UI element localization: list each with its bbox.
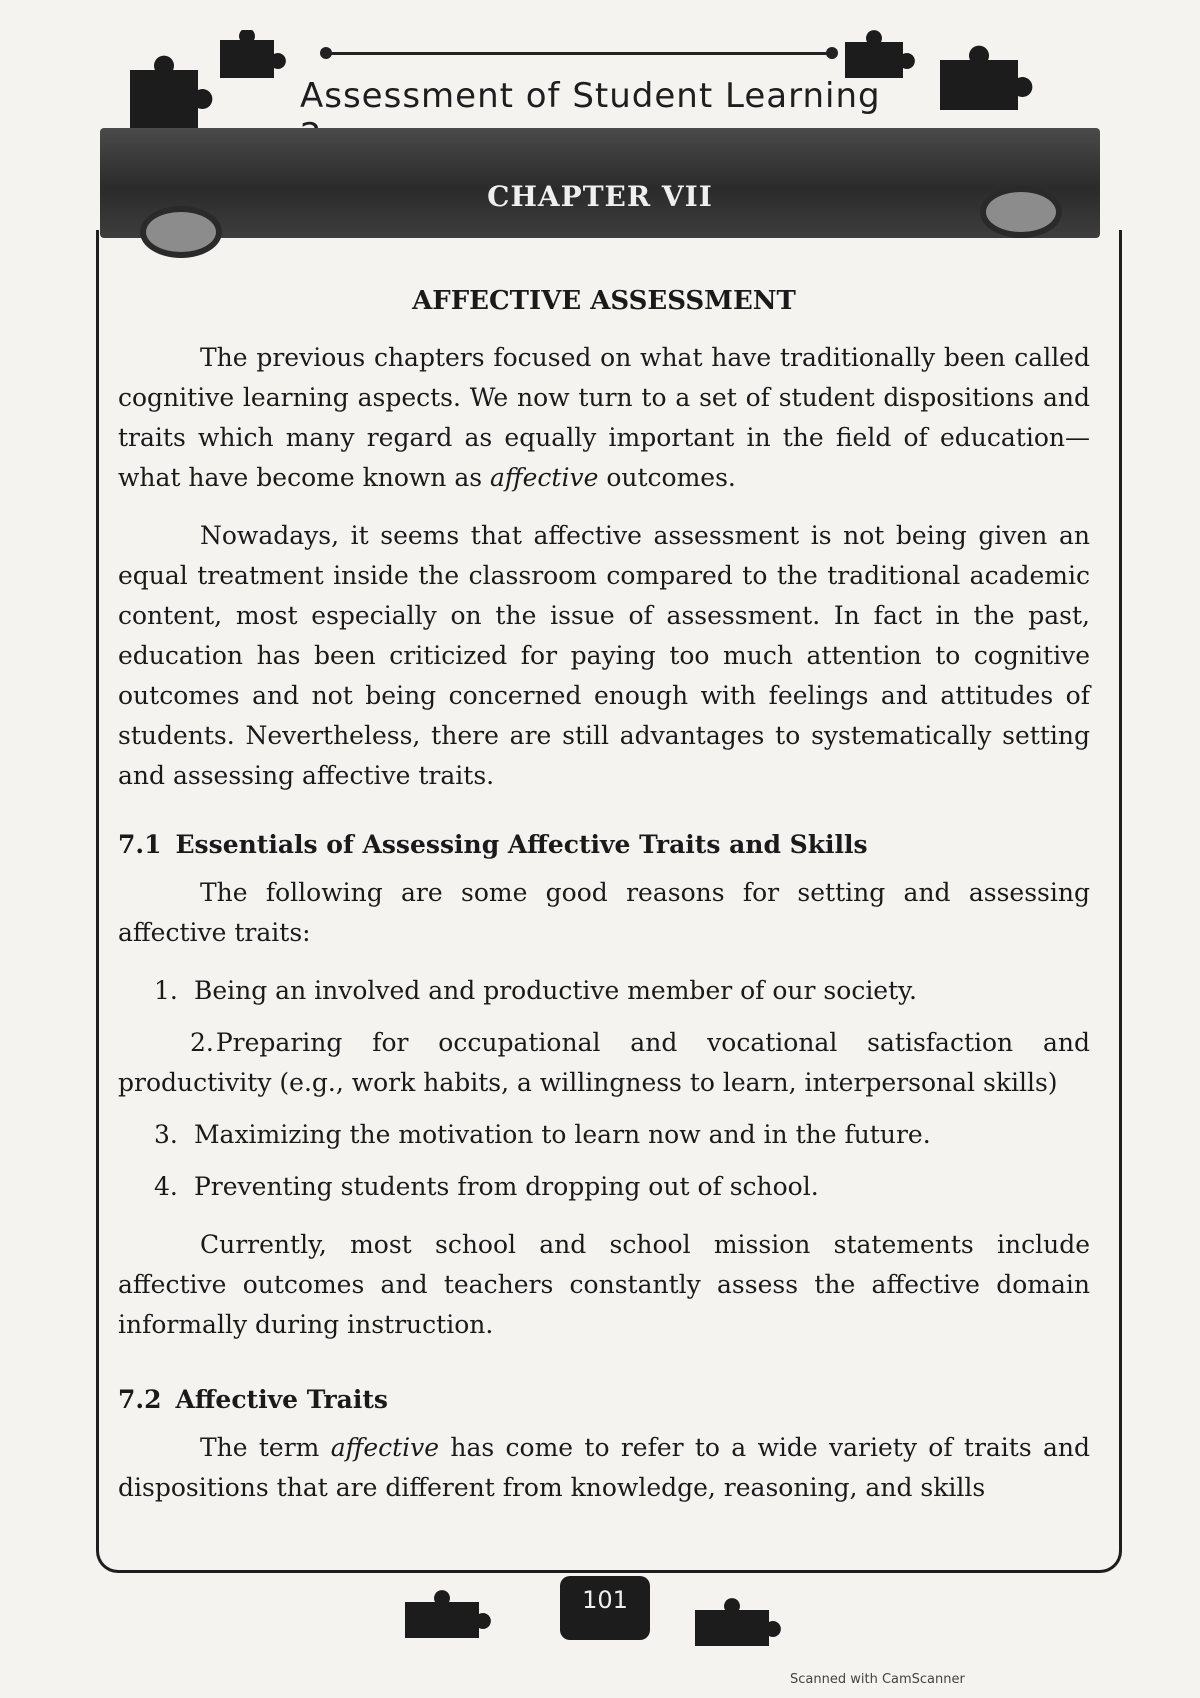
page-number: 101 (582, 1586, 628, 1614)
chapter-banner (100, 128, 1100, 238)
list-text: Being an involved and productive member of our society. (193, 976, 917, 1005)
paragraph (118, 338, 1090, 498)
paragraph: Nowadays, it seems that affective assessment is not being given an equal treatment inside the classroom compared to the traditional academic content, most especially on the issue of assessment. In fact in the past, education has been criticized for paying too much attention to cognitive outcomes and not being concerned enough with feelings and attitudes of students. Nevertheless, there are still advantages to systematically setting and assessing affective traits. (118, 521, 1090, 790)
scanner-watermark: Scanned with CamScanner (790, 1672, 965, 1687)
paragraph: Currently, most school and school mission statements include affective outcomes and teachers constantly assess the affective domain informally during instruction. (118, 1230, 1090, 1339)
page-content (118, 280, 1090, 1526)
paragraph-text: has come to refer to a wide variety of traits and dispositions that are different from knowledge, reasoning, and skills (118, 1433, 1090, 1502)
chapter-label: CHAPTER VII (487, 180, 713, 213)
puzzle-piece-icon (400, 1590, 510, 1640)
book-title: Assessment of Student Learning (300, 76, 881, 116)
list-number: 2. (190, 1028, 214, 1057)
list-text: Maximizing the motivation to learn now and in the future. (193, 1120, 931, 1149)
header-line-dot (826, 47, 838, 59)
list-item (118, 971, 1090, 1011)
heading-number: 7.1 (118, 830, 162, 859)
puzzle-piece-icon (215, 30, 300, 80)
header-rule (330, 52, 830, 55)
emphasized-term: affective (330, 1433, 440, 1462)
list-item (118, 1023, 1090, 1103)
list-number: 3. (154, 1120, 178, 1149)
list-item (118, 1115, 1090, 1155)
section-title: AFFECTIVE ASSESSMENT (412, 286, 796, 316)
list-item (118, 1167, 1090, 1207)
paragraph (118, 1428, 1090, 1508)
subsection-heading (118, 1385, 1090, 1414)
puzzle-piece-icon (120, 50, 220, 130)
list-number: 1. (154, 976, 178, 1005)
list-number: 4. (154, 1172, 178, 1201)
heading-title: Essentials of Assessing Affective Traits and Skills (175, 830, 868, 859)
list-text: Preventing students from dropping out of school. (193, 1172, 819, 1201)
puzzle-piece-icon (930, 45, 1040, 115)
emphasized-term: affective (490, 463, 599, 492)
puzzle-piece-icon (690, 1598, 800, 1648)
heading-title: Affective Traits (175, 1385, 388, 1414)
page-number-tab (560, 1576, 650, 1640)
paragraph-text: outcomes. (598, 463, 736, 492)
subsection-heading (118, 830, 1090, 859)
list-text: Preparing for occupational and vocational satisfaction and productivity (e.g., work habits, a willingness to learn, interpersonal skills) (118, 1028, 1090, 1097)
paragraph-text: The term (200, 1433, 331, 1462)
paragraph: The following are some good reasons for setting and assessing affective traits: (118, 878, 1090, 947)
reasons-list (118, 971, 1090, 1207)
puzzle-piece-icon (840, 30, 930, 80)
paragraph-text: The previous chapters focused on what have traditionally been called cognitive learning aspects. We now turn to a set of student dispositions and traits which many regard as equally important in the field of education—what have become known as (118, 343, 1090, 492)
heading-number: 7.2 (118, 1385, 162, 1414)
